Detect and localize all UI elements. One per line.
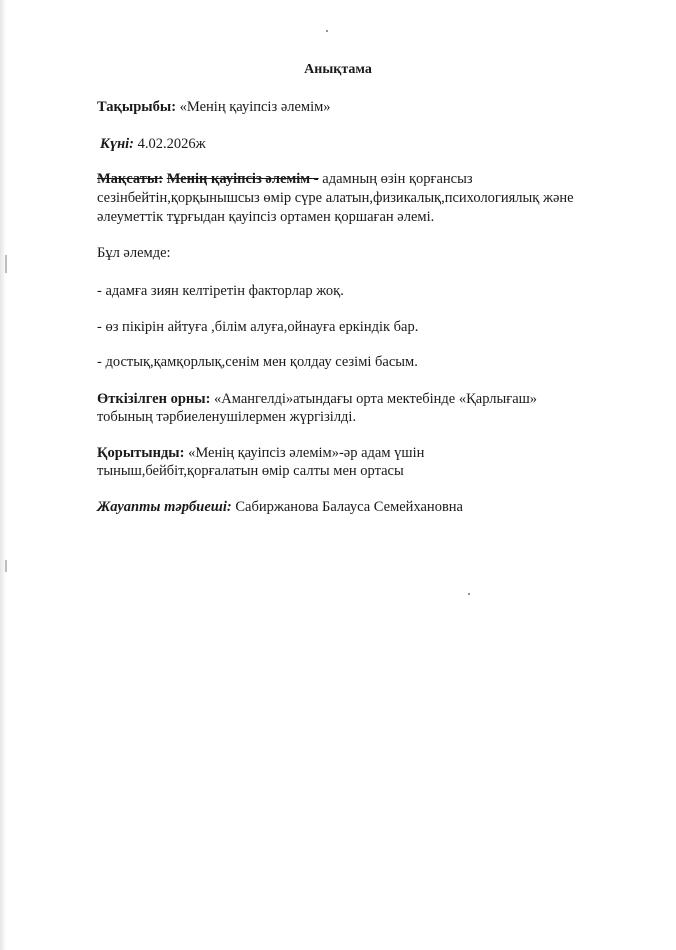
scan-mark	[5, 560, 7, 572]
world-intro: Бұл әлемде:	[97, 245, 171, 261]
conclusion-label: Қорытынды:	[97, 445, 185, 461]
goal-line-1	[97, 170, 473, 188]
document-title: Анықтама	[304, 62, 372, 77]
conclusion-line-2: тыныш,бейбіт,қорғалатын өмір салты мен ортасы	[97, 463, 404, 479]
goal-line-2: сезінбейтін,қорқынышсыз өмір сүре алатын,физикалық,психологиялық және	[97, 190, 574, 206]
date-value: 4.02.2026ж	[137, 136, 206, 152]
conclusion-line-1	[97, 444, 424, 462]
scan-speck	[468, 593, 470, 595]
goal-text-start: адамның өзін қорғансыз	[322, 171, 473, 187]
conclusion-text-start: «Менің қауіпсіз әлемім»-әр адам үшін	[188, 445, 425, 461]
place-label: Өткізілген орны:	[97, 391, 211, 407]
scan-mark	[5, 255, 7, 273]
bullet-item: - адамға зиян келтіретін факторлар жоқ.	[97, 283, 344, 299]
goal-line-3: әлеуметтік тұрғыдан қауіпсіз ортамен қоршаған әлемі.	[97, 209, 435, 225]
bullet-item: - өз пікірін айтуға ,білім алуға,ойнауға еркіндік бар.	[97, 319, 419, 335]
teacher-line	[97, 498, 463, 516]
place-line-1	[97, 390, 537, 408]
teacher-name: Сабиржанова Балауса Семейхановна	[235, 499, 463, 515]
goal-label: Мақсаты:	[97, 171, 164, 187]
date-label: Күні:	[100, 136, 134, 152]
place-text-start: «Амангелді»атындағы орта мектебінде «Қарлығаш»	[214, 391, 538, 407]
topic-label: Тақырыбы:	[97, 99, 177, 115]
date-line	[100, 135, 206, 153]
goal-bold-phrase: Менің қауіпсіз әлемім -	[166, 171, 319, 187]
topic-line	[97, 98, 331, 116]
scan-speck	[326, 30, 328, 32]
place-line-2: тобының тәрбиеленушілермен жүргізілді.	[97, 409, 357, 425]
scan-shadow-edge	[0, 0, 6, 950]
bullet-item: - достық,қамқорлық,сенім мен қолдау сезімі басым.	[97, 354, 418, 370]
teacher-label: Жауапты тәрбиеші:	[97, 499, 232, 515]
topic-value: «Менің қауіпсіз әлемім»	[179, 99, 331, 115]
